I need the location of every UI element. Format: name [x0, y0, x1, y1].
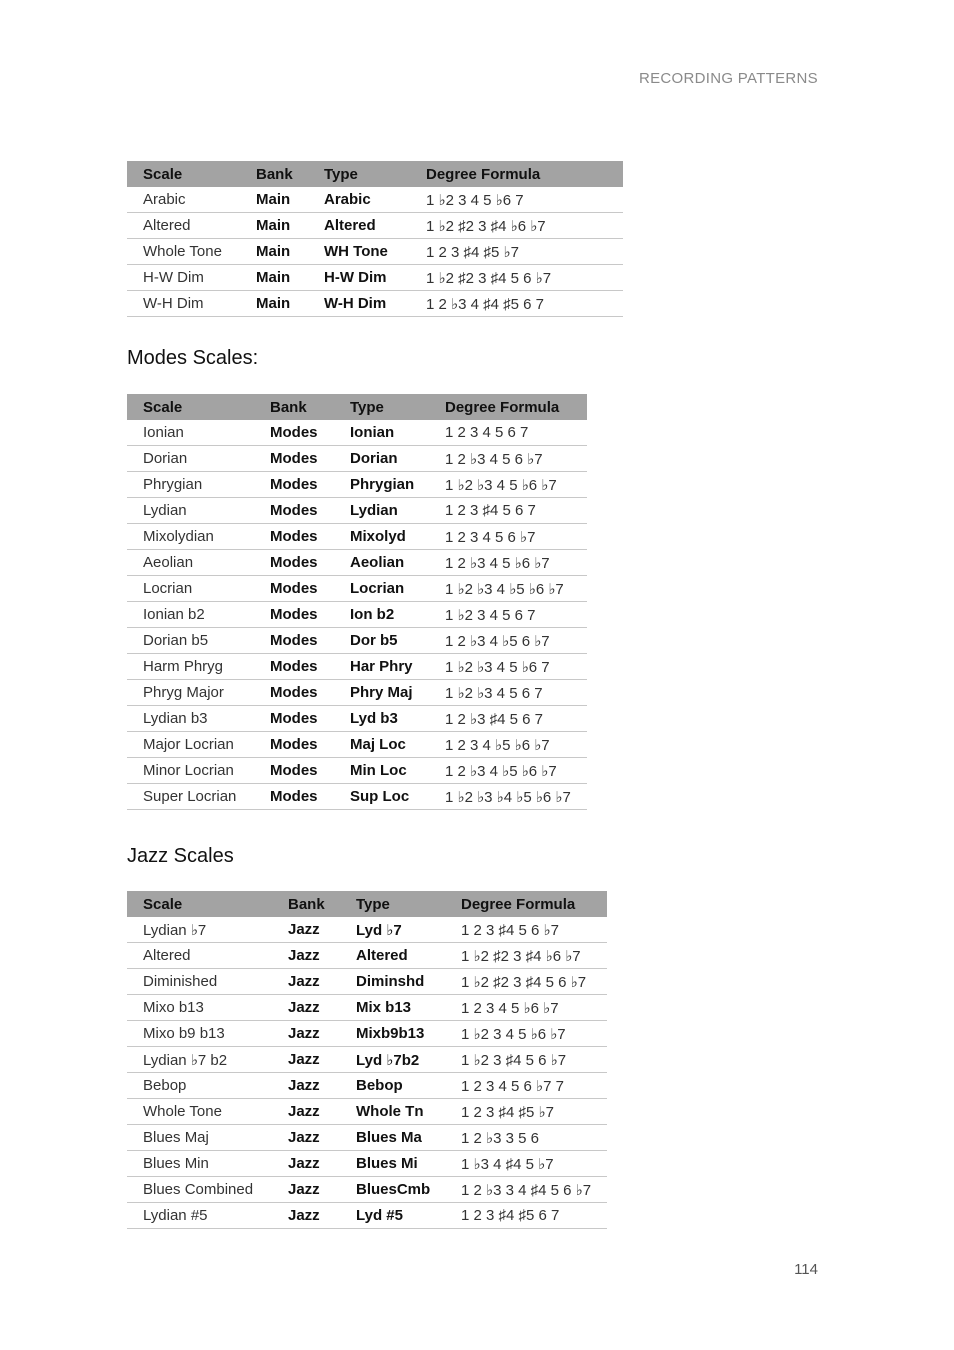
cell-type: Diminshd [340, 969, 445, 995]
cell-bank: Jazz [272, 1177, 340, 1203]
table-row [127, 1151, 607, 1177]
table-row [127, 1073, 607, 1099]
table-row [127, 239, 623, 265]
modes-scales-table [127, 394, 587, 810]
column-header-formula: Degree Formula [410, 161, 623, 187]
column-header-scale: Scale [127, 394, 254, 420]
table-row [127, 576, 587, 602]
table-row [127, 706, 587, 732]
column-header-formula: Degree Formula [445, 891, 607, 917]
cell-bank: Main [240, 239, 308, 265]
cell-bank: Modes [254, 446, 334, 472]
cell-bank: Jazz [272, 1203, 340, 1229]
table-row [127, 498, 587, 524]
cell-type: Ionian [334, 420, 429, 446]
table-header-row [127, 161, 623, 187]
cell-bank: Jazz [272, 995, 340, 1021]
cell-formula: 1 2 ♭3 3 5 6 [445, 1125, 607, 1151]
cell-scale: Aeolian [127, 550, 254, 576]
cell-type: Dor b5 [334, 628, 429, 654]
cell-formula: 1 2 3 4 5 6 ♭7 [429, 524, 587, 550]
cell-bank: Modes [254, 758, 334, 784]
table-row [127, 446, 587, 472]
column-header-scale: Scale [127, 161, 240, 187]
cell-formula: 1 ♭2 ♭3 4 ♭5 ♭6 ♭7 [429, 576, 587, 602]
cell-bank: Jazz [272, 917, 340, 943]
cell-type: Arabic [308, 187, 410, 213]
column-header-bank: Bank [254, 394, 334, 420]
cell-formula: 1 ♭2 ♯2 3 ♯4 5 6 ♭7 [445, 969, 607, 995]
cell-type: WH Tone [308, 239, 410, 265]
cell-bank: Jazz [272, 1125, 340, 1151]
table-header-row [127, 891, 607, 917]
table-row [127, 654, 587, 680]
cell-formula: 1 2 3 ♯4 5 6 7 [429, 498, 587, 524]
cell-bank: Modes [254, 472, 334, 498]
cell-bank: Modes [254, 550, 334, 576]
cell-formula: 1 ♭2 3 4 5 ♭6 ♭7 [445, 1021, 607, 1047]
table-row [127, 784, 587, 810]
cell-type: Lyd #5 [340, 1203, 445, 1229]
table-row [127, 1021, 607, 1047]
cell-bank: Modes [254, 628, 334, 654]
cell-scale: Altered [127, 213, 240, 239]
main-scales-table [127, 161, 623, 317]
cell-formula: 1 2 3 ♯4 5 6 ♭7 [445, 917, 607, 943]
cell-type: Lydian [334, 498, 429, 524]
cell-bank: Main [240, 213, 308, 239]
cell-scale: Blues Combined [127, 1177, 272, 1203]
table-row [127, 265, 623, 291]
cell-type: Ion b2 [334, 602, 429, 628]
cell-bank: Main [240, 291, 308, 317]
modes-section-title: Modes Scales: [127, 347, 259, 369]
cell-bank: Modes [254, 706, 334, 732]
cell-bank: Modes [254, 732, 334, 758]
table-row [127, 917, 607, 943]
cell-scale: Altered [127, 943, 272, 969]
cell-formula: 1 ♭2 ♯2 3 ♯4 ♭6 ♭7 [410, 213, 623, 239]
cell-formula: 1 2 ♭3 4 5 6 ♭7 [429, 446, 587, 472]
cell-formula: 1 2 ♭3 4 ♭5 6 ♭7 [429, 628, 587, 654]
cell-scale: Whole Tone [127, 239, 240, 265]
cell-type: Lyd ♭7b2 [340, 1047, 445, 1073]
cell-formula: 1 2 3 4 ♭5 ♭6 ♭7 [429, 732, 587, 758]
cell-bank: Jazz [272, 1073, 340, 1099]
cell-bank: Modes [254, 602, 334, 628]
cell-scale: Mixolydian [127, 524, 254, 550]
cell-formula: 1 ♭2 ♯2 3 ♯4 ♭6 ♭7 [445, 943, 607, 969]
cell-bank: Main [240, 187, 308, 213]
table-row [127, 550, 587, 576]
table-row [127, 1125, 607, 1151]
cell-bank: Jazz [272, 943, 340, 969]
cell-formula: 1 2 3 4 5 6 7 [429, 420, 587, 446]
cell-scale: Phrygian [127, 472, 254, 498]
cell-type: Blues Mi [340, 1151, 445, 1177]
column-header-type: Type [334, 394, 429, 420]
cell-type: Har Phry [334, 654, 429, 680]
cell-bank: Main [240, 265, 308, 291]
cell-scale: Minor Locrian [127, 758, 254, 784]
cell-formula: 1 ♭2 ♭3 4 5 ♭6 7 [429, 654, 587, 680]
table-row [127, 472, 587, 498]
table-row [127, 1177, 607, 1203]
table-header-row [127, 394, 587, 420]
cell-formula: 1 ♭2 ♭3 ♭4 ♭5 ♭6 ♭7 [429, 784, 587, 810]
cell-type: Min Loc [334, 758, 429, 784]
table-row [127, 524, 587, 550]
column-header-bank: Bank [272, 891, 340, 917]
cell-bank: Modes [254, 576, 334, 602]
cell-type: H-W Dim [308, 265, 410, 291]
table-row [127, 628, 587, 654]
table-row [127, 291, 623, 317]
cell-scale: Mixo b9 b13 [127, 1021, 272, 1047]
table-row [127, 758, 587, 784]
column-header-scale: Scale [127, 891, 272, 917]
cell-type: BluesCmb [340, 1177, 445, 1203]
column-header-type: Type [308, 161, 410, 187]
table-row [127, 969, 607, 995]
table-row [127, 213, 623, 239]
cell-type: W-H Dim [308, 291, 410, 317]
cell-bank: Modes [254, 524, 334, 550]
cell-bank: Modes [254, 420, 334, 446]
cell-scale: Diminished [127, 969, 272, 995]
cell-scale: Lydian [127, 498, 254, 524]
cell-type: Dorian [334, 446, 429, 472]
table-row [127, 1047, 607, 1073]
cell-type: Altered [340, 943, 445, 969]
table-row [127, 732, 587, 758]
cell-scale: Phryg Major [127, 680, 254, 706]
cell-bank: Jazz [272, 1099, 340, 1125]
cell-type: Bebop [340, 1073, 445, 1099]
cell-bank: Jazz [272, 1151, 340, 1177]
cell-type: Locrian [334, 576, 429, 602]
cell-scale: Blues Maj [127, 1125, 272, 1151]
cell-scale: Dorian b5 [127, 628, 254, 654]
cell-formula: 1 2 3 ♯4 ♯5 6 7 [445, 1203, 607, 1229]
cell-scale: Blues Min [127, 1151, 272, 1177]
cell-formula: 1 ♭2 3 ♯4 5 6 ♭7 [445, 1047, 607, 1073]
cell-type: Maj Loc [334, 732, 429, 758]
cell-scale: Whole Tone [127, 1099, 272, 1125]
jazz-scales-table [127, 891, 607, 1229]
cell-scale: Ionian [127, 420, 254, 446]
cell-formula: 1 ♭2 ♭3 4 5 ♭6 ♭7 [429, 472, 587, 498]
table-row [127, 420, 587, 446]
page-number: 114 [794, 1261, 818, 1278]
cell-formula: 1 ♭2 3 4 5 ♭6 7 [410, 187, 623, 213]
cell-type: Phry Maj [334, 680, 429, 706]
table-row [127, 943, 607, 969]
cell-scale: Major Locrian [127, 732, 254, 758]
cell-scale: Dorian [127, 446, 254, 472]
cell-scale: Locrian [127, 576, 254, 602]
cell-type: Mixolyd [334, 524, 429, 550]
cell-type: Aeolian [334, 550, 429, 576]
cell-type: Blues Ma [340, 1125, 445, 1151]
column-header-type: Type [340, 891, 445, 917]
cell-formula: 1 ♭3 4 ♯4 5 ♭7 [445, 1151, 607, 1177]
cell-scale: Mixo b13 [127, 995, 272, 1021]
cell-scale: Super Locrian [127, 784, 254, 810]
column-header-formula: Degree Formula [429, 394, 587, 420]
cell-bank: Modes [254, 498, 334, 524]
table-row [127, 680, 587, 706]
cell-scale: Ionian b2 [127, 602, 254, 628]
cell-bank: Modes [254, 654, 334, 680]
cell-type: Sup Loc [334, 784, 429, 810]
cell-formula: 1 2 3 ♯4 ♯5 ♭7 [410, 239, 623, 265]
cell-formula: 1 ♭2 ♯2 3 ♯4 5 6 ♭7 [410, 265, 623, 291]
cell-scale: Lydian #5 [127, 1203, 272, 1229]
table-row [127, 187, 623, 213]
jazz-section-title: Jazz Scales [127, 845, 234, 867]
cell-formula: 1 2 ♭3 4 ♭5 ♭6 ♭7 [429, 758, 587, 784]
cell-formula: 1 2 3 ♯4 ♯5 ♭7 [445, 1099, 607, 1125]
running-header: RECORDING PATTERNS [638, 70, 818, 87]
table-row [127, 602, 587, 628]
cell-formula: 1 2 ♭3 4 ♯4 ♯5 6 7 [410, 291, 623, 317]
cell-scale: W-H Dim [127, 291, 240, 317]
cell-scale: Bebop [127, 1073, 272, 1099]
cell-scale: H-W Dim [127, 265, 240, 291]
cell-bank: Modes [254, 784, 334, 810]
cell-scale: Lydian ♭7 [127, 917, 272, 943]
cell-formula: 1 2 ♭3 3 4 ♯4 5 6 ♭7 [445, 1177, 607, 1203]
table-row [127, 1099, 607, 1125]
cell-formula: 1 2 3 4 5 ♭6 ♭7 [445, 995, 607, 1021]
cell-formula: 1 2 ♭3 4 5 ♭6 ♭7 [429, 550, 587, 576]
cell-bank: Jazz [272, 1021, 340, 1047]
cell-formula: 1 2 ♭3 ♯4 5 6 7 [429, 706, 587, 732]
table-row [127, 1203, 607, 1229]
cell-bank: Modes [254, 680, 334, 706]
cell-scale: Lydian ♭7 b2 [127, 1047, 272, 1073]
cell-type: Mixb9b13 [340, 1021, 445, 1047]
cell-type: Lyd b3 [334, 706, 429, 732]
cell-type: Mix b13 [340, 995, 445, 1021]
cell-type: Lyd ♭7 [340, 917, 445, 943]
cell-scale: Lydian b3 [127, 706, 254, 732]
table-row [127, 995, 607, 1021]
cell-type: Whole Tn [340, 1099, 445, 1125]
cell-formula: 1 2 3 4 5 6 ♭7 7 [445, 1073, 607, 1099]
cell-bank: Jazz [272, 1047, 340, 1073]
column-header-bank: Bank [240, 161, 308, 187]
cell-scale: Harm Phryg [127, 654, 254, 680]
cell-bank: Jazz [272, 969, 340, 995]
cell-formula: 1 ♭2 3 4 5 6 7 [429, 602, 587, 628]
cell-scale: Arabic [127, 187, 240, 213]
cell-formula: 1 ♭2 ♭3 4 5 6 7 [429, 680, 587, 706]
cell-type: Phrygian [334, 472, 429, 498]
cell-type: Altered [308, 213, 410, 239]
